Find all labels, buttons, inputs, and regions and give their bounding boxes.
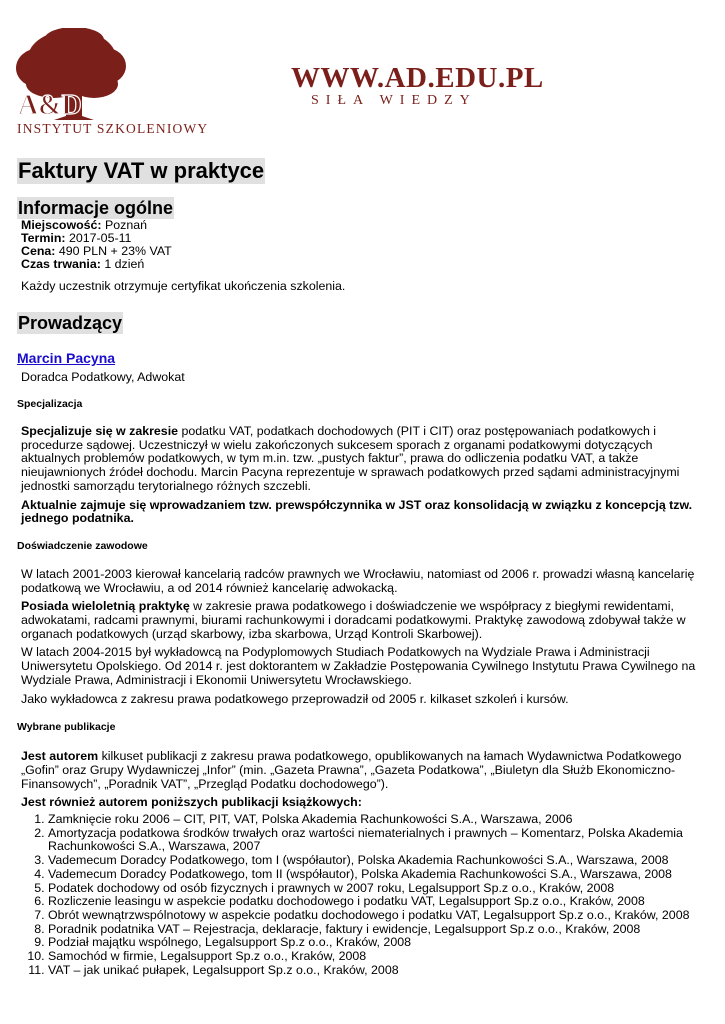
general-info-heading: Informacje ogólne	[18, 198, 174, 218]
specialization-heading: Specjalizacja	[17, 398, 83, 410]
certificate-note: Każdy uczestnik otrzymuje certyfikat ukończenia szkolenia.	[21, 279, 346, 293]
instructor-heading: Prowadzący	[18, 313, 123, 333]
experience-lead: Posiada wieloletnią praktykę	[21, 599, 190, 614]
publications-section	[21, 750, 707, 977]
specialization-paragraph	[21, 425, 707, 494]
specialization-lead: Specjalizuje się w zakresie	[21, 424, 179, 438]
site-url: WWW.AD.EDU.PL	[291, 62, 544, 94]
books-list	[21, 813, 707, 977]
list-item: 6. Rozliczenie leasingu w aspekcie podatku dochodowego i podatku VAT, Legalsupport Sp.z o.o., Kraków, 2008	[48, 895, 707, 909]
experience-section	[21, 568, 707, 706]
books-intro	[21, 796, 707, 810]
duration-value: 1 dzień	[104, 257, 145, 271]
specialization-text: podatku VAT, podatkach dochodowych (PIT i CIT) oraz postępowaniach podatkowych i procedurze sądowej. Uczestniczył w wielu zakończonych sukcesem sporach z organami podatkowymi dotyczących aktualnych problemów podatkowych, w tym m.in. tzw. „pustych faktur”, prawa do odliczenia podatku VAT, a także nieujawnionych źródeł dochodu. Marcin Pacyna reprezentuje w sprawach podatkowych przed sądami administracyjnymi jednostki samorządu terytorialnego różnych szczebli.	[21, 424, 680, 493]
experience-paragraph-2	[21, 600, 707, 641]
current-work-text: Aktualnie zajmuje się wprowadzaniem tzw. prewspółczynnika w JST oraz konsolidacją w związku z koncepcją tzw. jednego podatnika.	[21, 497, 693, 526]
experience-paragraph-4: Jako wykładowca z zakresu prawa podatkowego przeprowadził od 2005 r. kilkaset szkoleń i kursów.	[21, 691, 569, 706]
site-tagline: SIŁA WIEDZY	[311, 93, 477, 108]
publications-lead: Jest autorem	[21, 749, 99, 764]
instructor-name-link[interactable]: Marcin Pacyna	[17, 350, 116, 366]
current-work-paragraph	[21, 499, 707, 526]
date-value: 2017-05-11	[68, 231, 132, 245]
location-label: Miejscowość:	[21, 218, 102, 232]
specialization-section	[21, 425, 707, 526]
logo-institute-name: INSTYTUT SZKOLENIOWY	[17, 121, 209, 136]
page-title: Faktury VAT w praktyce	[18, 158, 265, 183]
duration-row	[21, 258, 707, 271]
list-item: 9. Podział majątku wspólnego, Legalsupport Sp.z o.o., Kraków, 2008	[48, 936, 707, 950]
experience-paragraph-3: W latach 2004-2015 był wykładowcą na Podyplomowych Studiach Podatkowych na Wydziale Prawa i Administracji Uniwersytetu Opolskiego. Od 2014 r. jest doktorantem w Zakładzie Postępowania Cywilnego Instytutu Prawa Cywilnego na Wydziale Prawa, Administracji i Ekonomii Uniwersytetu Wrocławskiego.	[21, 645, 696, 687]
list-item: 1. Zamknięcie roku 2006 – CIT, PIT, VAT, Polska Akademia Rachunkowości S.A., Warszawa, 2006	[48, 813, 707, 827]
duration-label: Czas trwania:	[21, 257, 101, 271]
experience-heading: Doświadczenie zawodowe	[17, 539, 148, 552]
list-item: 4. Vademecum Doradcy Podatkowego, tom II (współautor), Polska Akademia Rachunkowości S.A., Warszawa, 2008	[48, 868, 707, 882]
price-label: Cena:	[21, 244, 56, 258]
instructor-role: Doradca Podatkowy, Adwokat	[21, 370, 185, 384]
experience-text: w zakresie prawa podatkowego i doświadczenie we współpracy z biegłymi rewidentami, adwokatami, radcami prawnymi, biurami rachunkowymi i doradcami podatkowymi. Praktykę zawodową zdobywał także w organach podatkowych (urząd skarbowy, izba skarbowa, Urząd Kontroli Skarbowej).	[21, 599, 686, 641]
list-item: 10. Samochód w firmie, Legalsupport Sp.z o.o., Kraków, 2008	[48, 950, 707, 964]
list-item: 8. Poradnik podatnika VAT – Rejestracja, deklaracje, faktury i ewidencje, Legalsupport Sp.z o.o., Kraków, 2008	[48, 923, 707, 937]
tree-logo	[14, 28, 208, 136]
date-label: Termin:	[21, 231, 66, 245]
general-info-list	[21, 219, 707, 271]
location-value: Poznań	[105, 218, 148, 232]
books-intro-text: Jest również autorem poniższych publikacji książkowych:	[21, 795, 362, 810]
list-item: 5. Podatek dochodowy od osób fizycznych i prawnych w 2007 roku, Legalsupport Sp.z o.o., Kraków, 2008	[48, 882, 707, 896]
publications-paragraph	[21, 750, 707, 791]
publications-text: kilkuset publikacji z zakresu prawa podatkowego, opublikowanych na łamach Wydawnictwa Podatkowego „Gofin” oraz Grupy Wydawniczej „Infor” (min. „Gazeta Prawna”, „Gazeta Podatkowa”, „Biuletyn dla Służb Ekonomiczno-Finansowych”, „Poradnik VAT”, „Przegląd Podatku dochodowego”).	[21, 749, 682, 791]
logo-initials: A&D	[18, 90, 82, 121]
list-item: 11. VAT – jak unikać pułapek, Legalsupport Sp.z o.o., Kraków, 2008	[48, 964, 707, 978]
page-header	[0, 0, 725, 140]
publications-heading: Wybrane publikacje	[17, 721, 116, 734]
list-item: 2. Amortyzacja podatkowa środków trwałych oraz wartości niematerialnych i prawnych – Komentarz, Polska Akademia Rachunkowości S.A., Warszawa, 2007	[48, 827, 707, 854]
price-value: 490 PLN + 23% VAT	[58, 244, 172, 258]
list-item: 3. Vademecum Doradcy Podatkowego, tom I (współautor), Polska Akademia Rachunkowości S.A., Warszawa, 2008	[48, 854, 707, 868]
list-item: 7. Obrót wewnątrzwspólnotowy w aspekcie podatku dochodowego i podatku VAT, Legalsupport Sp.z o.o., Kraków, 2008	[48, 909, 707, 923]
experience-paragraph-1: W latach 2001-2003 kierował kancelarią radców prawnych we Wrocławiu, natomiast od 2006 r. prowadzi własną kancelarię podatkową we Wrocławiu, a od 2014 również kancelarię adwokacką.	[21, 566, 695, 595]
main-content	[17, 158, 707, 978]
